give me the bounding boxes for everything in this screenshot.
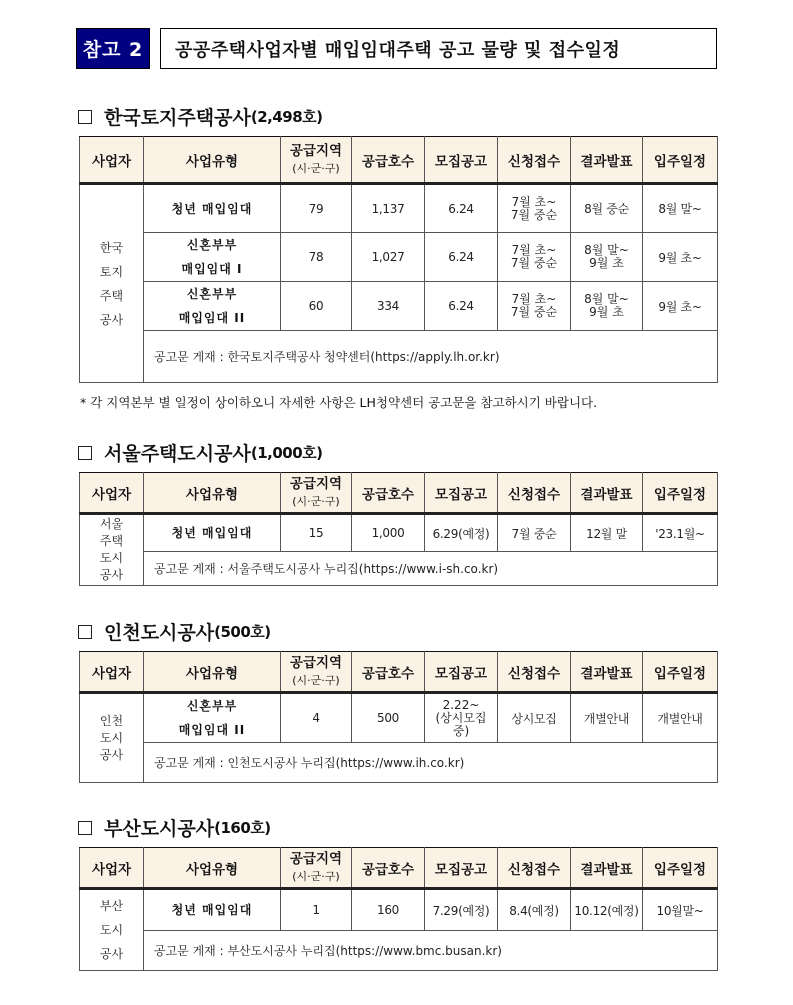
org-line: 주택 [99, 534, 124, 548]
col-header-region-sub: (시·군·구) [292, 161, 340, 175]
section-count: (500호) [214, 623, 271, 641]
section-heading-sh [78, 439, 323, 466]
movein-cell: 8월 말~ [643, 184, 718, 233]
col-header-region-main: 공급지역 [289, 850, 343, 867]
result-cell [571, 282, 643, 331]
col-header-org: 사업자 [80, 137, 144, 184]
type-line: 신혼부부 [186, 238, 238, 252]
col-header-apply: 신청접수 [498, 137, 571, 184]
reference-badge: 참고 2 [76, 28, 150, 69]
col-header-apply: 신청접수 [498, 473, 571, 514]
movein-cell: 9월 초~ [643, 233, 718, 282]
movein-cell: 개별안내 [643, 693, 718, 743]
section-heading-bmc [78, 814, 271, 841]
apply-line: 7월 중순 [510, 256, 558, 270]
col-header-region-main: 공급지역 [289, 475, 343, 492]
col-header-region [281, 473, 352, 514]
apply-cell: 상시모집 [498, 693, 571, 743]
result-cell: 10.12(예정) [571, 889, 643, 931]
units-cell: 334 [352, 282, 425, 331]
table-header-row [80, 137, 718, 184]
section-count: (160호) [214, 819, 271, 837]
region-cell: 78 [281, 233, 352, 282]
document-title-block [76, 28, 717, 69]
notice-line: (상시모집 [435, 710, 487, 725]
notice-cell: 6.24 [425, 184, 498, 233]
apply-line: 7월 초~ [511, 243, 557, 257]
section-name: 서울주택도시공사 [104, 443, 251, 465]
region-cell: 4 [281, 693, 352, 743]
col-header-org: 사업자 [80, 473, 144, 514]
col-header-notice: 모집공고 [425, 137, 498, 184]
apply-cell [498, 233, 571, 282]
result-cell: 12월 말 [571, 514, 643, 552]
movein-cell: 9월 초~ [643, 282, 718, 331]
units-cell: 1,137 [352, 184, 425, 233]
col-header-type: 사업유형 [144, 652, 281, 693]
notice-row [80, 743, 718, 783]
apply-line: 7월 중순 [510, 305, 558, 319]
col-header-type: 사업유형 [144, 473, 281, 514]
col-header-movein: 입주일정 [643, 473, 718, 514]
col-header-region-main: 공급지역 [289, 654, 343, 671]
col-header-type: 사업유형 [144, 848, 281, 889]
type-line: 신혼부부 [186, 699, 238, 713]
units-cell: 500 [352, 693, 425, 743]
section-count: (1,000호) [250, 444, 323, 462]
table-header-row [80, 848, 718, 889]
units-cell: 160 [352, 889, 425, 931]
org-line: 도시 [99, 923, 124, 937]
org-line: 인천 [99, 713, 124, 728]
notice-line: 2.22~ [442, 697, 480, 712]
type-cell: 청년 매입임대 [144, 889, 281, 931]
checkbox-square-icon [78, 446, 92, 460]
col-header-units: 공급호수 [352, 652, 425, 693]
table-lh [79, 136, 718, 383]
section-count: (2,498호) [250, 108, 323, 126]
section-name: 인천도시공사 [104, 622, 215, 644]
org-cell [80, 514, 144, 586]
section-name: 부산도시공사 [104, 818, 215, 840]
col-header-org: 사업자 [80, 848, 144, 889]
col-header-movein: 입주일정 [643, 848, 718, 889]
org-line: 서울 [99, 517, 124, 531]
apply-cell: 8.4(예정) [498, 889, 571, 931]
apply-cell [498, 184, 571, 233]
notice-text: 공고문 게재 : 인천도시공사 누리집(https://www.ih.co.kr) [144, 743, 718, 783]
apply-line: 7월 중순 [510, 207, 558, 222]
col-header-region-main: 공급지역 [289, 142, 343, 159]
result-line: 9월 초 [589, 256, 624, 270]
result-cell: 개별안내 [571, 693, 643, 743]
org-cell [80, 693, 144, 783]
org-line: 도시 [99, 551, 124, 565]
type-line: 매입임대 II [178, 311, 246, 325]
col-header-movein: 입주일정 [643, 137, 718, 184]
org-cell [80, 889, 144, 971]
org-line: 공사 [99, 747, 124, 762]
result-line: 9월 초 [589, 305, 624, 319]
notice-cell [425, 693, 498, 743]
region-cell: 60 [281, 282, 352, 331]
table-header-row [80, 652, 718, 693]
table-ih [79, 651, 718, 783]
units-cell: 1,000 [352, 514, 425, 552]
table-row [80, 889, 718, 931]
col-header-region [281, 652, 352, 693]
table-row [80, 693, 718, 743]
movein-cell: '23.1월~ [643, 514, 718, 552]
type-cell [144, 693, 281, 743]
type-cell [144, 233, 281, 282]
section-heading-lh [78, 103, 323, 130]
col-header-result: 결과발표 [571, 473, 643, 514]
notice-cell: 6.29(예정) [425, 514, 498, 552]
org-line: 토지 [99, 264, 124, 279]
checkbox-square-icon [78, 625, 92, 639]
col-header-region-sub: (시·군·구) [292, 494, 340, 508]
region-cell: 79 [281, 184, 352, 233]
table-row [80, 282, 718, 331]
page-title: 공공주택사업자별 매입임대주택 공고 물량 및 접수일정 [160, 28, 717, 69]
apply-line: 7월 초~ [511, 292, 557, 306]
notice-cell: 7.29(예정) [425, 889, 498, 931]
result-line: 8월 말~ [584, 243, 629, 257]
section-name: 한국토지주택공사 [104, 107, 251, 129]
org-line: 공사 [99, 947, 124, 961]
checkbox-square-icon [78, 821, 92, 835]
org-line: 공사 [99, 568, 124, 582]
col-header-notice: 모집공고 [425, 652, 498, 693]
col-header-apply: 신청접수 [498, 848, 571, 889]
org-line: 주택 [99, 288, 124, 303]
table-row [80, 514, 718, 552]
notice-row [80, 331, 718, 383]
col-header-result: 결과발표 [571, 848, 643, 889]
table-header-row [80, 473, 718, 514]
region-cell: 1 [281, 889, 352, 931]
section-heading-ih [78, 618, 271, 645]
type-line: 매입임대 II [178, 723, 246, 737]
org-cell [80, 184, 144, 383]
org-line: 공사 [99, 312, 124, 327]
type-cell [144, 282, 281, 331]
col-header-units: 공급호수 [352, 848, 425, 889]
notice-row [80, 552, 718, 586]
col-header-region [281, 848, 352, 889]
org-line: 한국 [99, 240, 124, 255]
apply-cell: 7월 중순 [498, 514, 571, 552]
table-bmc [79, 847, 718, 971]
org-line: 부산 [99, 899, 124, 913]
col-header-region-sub: (시·군·구) [292, 673, 340, 687]
col-header-units: 공급호수 [352, 137, 425, 184]
table-row [80, 233, 718, 282]
result-cell: 8월 중순 [571, 184, 643, 233]
col-header-type: 사업유형 [144, 137, 281, 184]
notice-cell: 6.24 [425, 282, 498, 331]
units-cell: 1,027 [352, 233, 425, 282]
notice-cell: 6.24 [425, 233, 498, 282]
footnote: * 각 지역본부 별 일정이 상이하오니 자세한 사항은 LH청약센터 공고문을 참고하시기 바랍니다. [80, 395, 598, 410]
notice-text: 공고문 게재 : 서울주택도시공사 누리집(https://www.i-sh.co.kr) [144, 552, 718, 586]
col-header-notice: 모집공고 [425, 848, 498, 889]
type-cell: 청년 매입임대 [144, 514, 281, 552]
notice-row [80, 931, 718, 971]
result-cell [571, 233, 643, 282]
col-header-result: 결과발표 [571, 137, 643, 184]
region-cell: 15 [281, 514, 352, 552]
notice-text: 공고문 게재 : 한국토지주택공사 청약센터(https://apply.lh.or.kr) [144, 331, 718, 383]
notice-line: 중) [452, 723, 470, 738]
table-row [80, 184, 718, 233]
col-header-region [281, 137, 352, 184]
col-header-apply: 신청접수 [498, 652, 571, 693]
apply-cell [498, 282, 571, 331]
col-header-units: 공급호수 [352, 473, 425, 514]
col-header-movein: 입주일정 [643, 652, 718, 693]
type-line: 매입임대 I [181, 262, 243, 276]
result-line: 8월 말~ [584, 292, 629, 306]
checkbox-square-icon [78, 110, 92, 124]
movein-cell: 10월말~ [643, 889, 718, 931]
notice-text: 공고문 게재 : 부산도시공사 누리집(https://www.bmc.busan.kr) [144, 931, 718, 971]
table-sh [79, 472, 718, 586]
type-line: 신혼부부 [186, 287, 238, 301]
type-cell: 청년 매입임대 [144, 184, 281, 233]
col-header-org: 사업자 [80, 652, 144, 693]
col-header-result: 결과발표 [571, 652, 643, 693]
org-line: 도시 [99, 730, 124, 745]
apply-line: 7월 초~ [511, 194, 557, 209]
col-header-region-sub: (시·군·구) [292, 869, 340, 883]
col-header-notice: 모집공고 [425, 473, 498, 514]
